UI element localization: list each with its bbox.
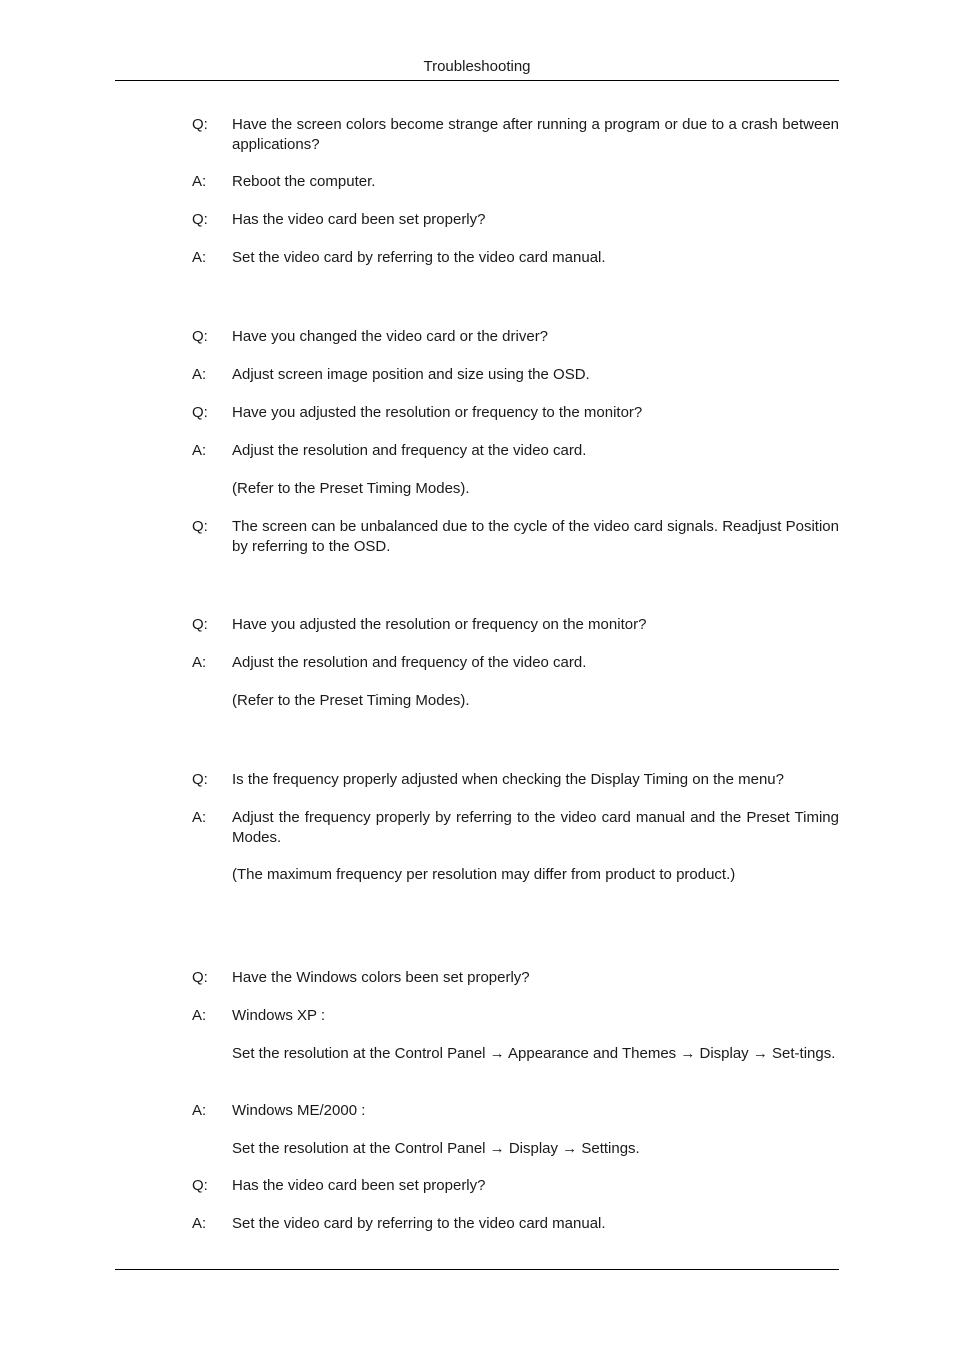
question-row xyxy=(192,968,839,988)
a-label: A: xyxy=(192,366,207,383)
question-text: Have you adjusted the resolution or frequency on the monitor? xyxy=(232,616,647,633)
header-divider xyxy=(115,80,839,81)
answer-text: Adjust the resolution and frequency of the video card. xyxy=(232,654,587,671)
answer-note-text: Set the resolution at the Control Panel → Display → Settings. xyxy=(232,1140,640,1157)
q-label: Q: xyxy=(192,116,208,133)
answer-row xyxy=(192,1214,839,1234)
question-text: Have the Windows colors been set properly? xyxy=(232,969,530,986)
answer-note-row xyxy=(192,1139,839,1159)
q-label: Q: xyxy=(192,1177,208,1194)
q-label: Q: xyxy=(192,211,208,228)
answer-text: Reboot the computer. xyxy=(232,173,376,190)
answer-text: Adjust the resolution and frequency at the video card. xyxy=(232,442,587,459)
a-label: A: xyxy=(192,654,207,671)
answer-row xyxy=(192,365,839,385)
q-label: Q: xyxy=(192,771,208,788)
a-label: A: xyxy=(192,1102,207,1119)
question-text: Have you adjusted the resolution or frequency to the monitor? xyxy=(232,404,643,421)
answer-row xyxy=(192,1101,839,1121)
answer-text: Adjust screen image position and size using the OSD. xyxy=(232,366,590,383)
answer-row xyxy=(192,808,839,847)
q-label: Q: xyxy=(192,969,208,986)
answer-text: Windows ME/2000 : xyxy=(232,1102,366,1119)
answer-note-row xyxy=(192,691,839,711)
question-row xyxy=(192,517,839,556)
question-text: The screen can be unbalanced due to the cycle of the video card signals. Readjust Position by referring to the OSD. xyxy=(232,518,839,555)
answer-text: Set the video card by referring to the video card manual. xyxy=(232,1215,606,1232)
question-text: Has the video card been set properly? xyxy=(232,1177,486,1194)
page-header-title: Troubleshooting xyxy=(423,58,531,75)
answer-text: Windows XP : xyxy=(232,1007,326,1024)
question-text: Have you changed the video card or the driver? xyxy=(232,328,549,345)
answer-text: Set the video card by referring to the video card manual. xyxy=(232,249,606,266)
footer-divider xyxy=(115,1269,839,1270)
question-row xyxy=(192,403,839,423)
answer-row xyxy=(192,1006,839,1026)
q-label: Q: xyxy=(192,328,208,345)
answer-row xyxy=(192,441,839,461)
q-label: Q: xyxy=(192,404,208,421)
q-label: Q: xyxy=(192,518,208,535)
answer-text: Adjust the frequency properly by referring to the video card manual and the Preset Timing Modes. xyxy=(232,809,839,846)
question-row xyxy=(192,210,839,230)
question-row xyxy=(192,1176,839,1196)
q-label: Q: xyxy=(192,616,208,633)
answer-note-text: (Refer to the Preset Timing Modes). xyxy=(232,480,470,497)
answer-note-text: Set the resolution at the Control Panel → Appearance and Themes → Display → Set-tings. xyxy=(232,1045,836,1062)
answer-note-row xyxy=(192,865,839,885)
a-label: A: xyxy=(192,249,207,266)
answer-note-text: (Refer to the Preset Timing Modes). xyxy=(232,692,470,709)
answer-note-text: (The maximum frequency per resolution may differ from product to product.) xyxy=(232,866,736,883)
question-text: Has the video card been set properly? xyxy=(232,211,486,228)
a-label: A: xyxy=(192,1007,207,1024)
question-text: Is the frequency properly adjusted when checking the Display Timing on the menu? xyxy=(232,771,784,788)
a-label: A: xyxy=(192,442,207,459)
answer-row xyxy=(192,248,839,268)
question-row xyxy=(192,770,839,790)
a-label: A: xyxy=(192,173,207,190)
answer-note-row xyxy=(192,479,839,499)
a-label: A: xyxy=(192,809,207,826)
question-text: Have the screen colors become strange after running a program or due to a crash between applications? xyxy=(232,116,839,153)
question-row xyxy=(192,327,839,347)
answer-note-row xyxy=(192,1044,839,1064)
answer-row xyxy=(192,172,839,192)
question-row xyxy=(192,615,839,635)
question-row xyxy=(192,115,839,154)
answer-row xyxy=(192,653,839,673)
a-label: A: xyxy=(192,1215,207,1232)
